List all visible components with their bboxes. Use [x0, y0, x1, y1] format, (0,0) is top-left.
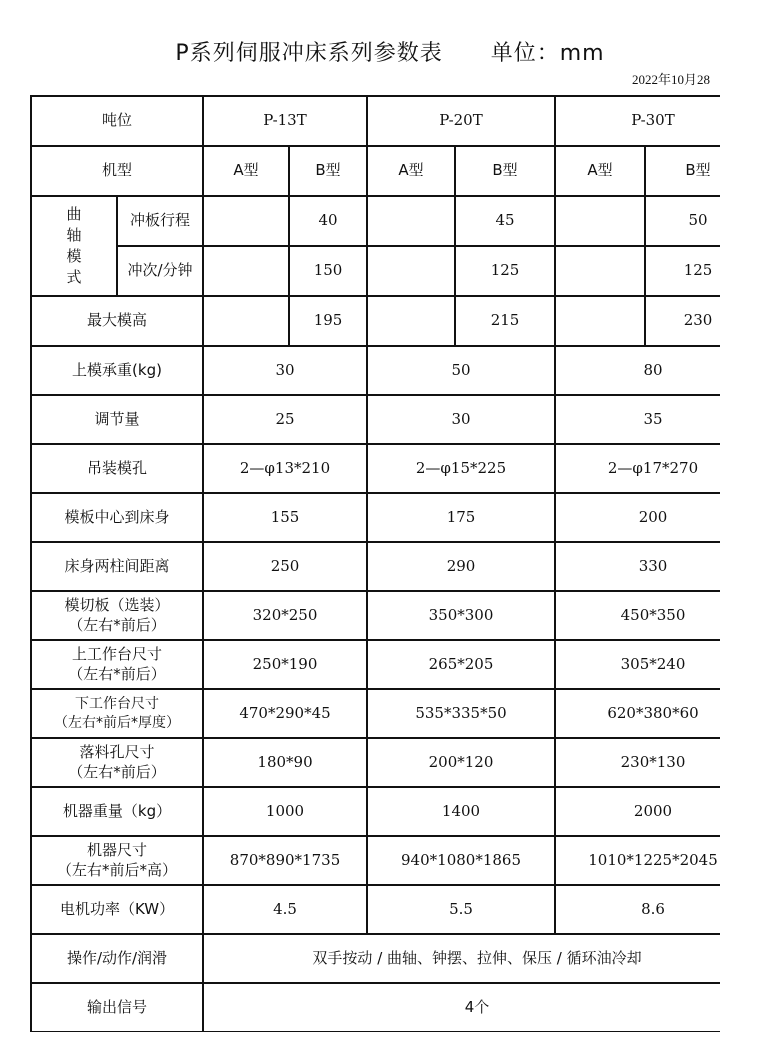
value-p13: 30: [203, 346, 367, 395]
row-sublabel: （左右*前后*厚度）: [54, 714, 180, 731]
label-max-die-height: 最大模高: [31, 296, 203, 346]
value-p13: 4.5: [203, 885, 367, 934]
empty-cell: [555, 296, 645, 346]
row-label-two-line: [31, 640, 203, 689]
row-label: 机器重量（kg）: [31, 787, 203, 836]
row-label-two-line: [31, 836, 203, 885]
label-tonnage: 吨位: [31, 96, 203, 146]
page-title: [0, 36, 780, 67]
model-type-cell: B型: [455, 146, 555, 196]
max-die-height-p30: 230: [645, 296, 720, 346]
value-p13: 870*890*1735: [203, 836, 367, 885]
crank-mode-text: 曲 轴 模 式: [66, 205, 82, 286]
value-p30: 450*350: [555, 591, 720, 640]
label-spm: 冲次/分钟: [117, 246, 203, 296]
row-operation: [31, 934, 720, 983]
table-row: [31, 836, 720, 885]
value-p30: 200: [555, 493, 720, 542]
value-p13: 180*90: [203, 738, 367, 787]
spm-p13: 150: [289, 246, 367, 296]
value-p20: 350*300: [367, 591, 555, 640]
row-label: 吊装模孔: [31, 444, 203, 493]
table-row: [31, 885, 720, 934]
value-p20: 1400: [367, 787, 555, 836]
value-p30: 2—φ17*270: [555, 444, 720, 493]
row-output: [31, 983, 720, 1032]
value-p20: 175: [367, 493, 555, 542]
empty-cell: [203, 296, 289, 346]
stroke-p13: 40: [289, 196, 367, 246]
output-value: 4个: [203, 983, 720, 1032]
stroke-p20: 45: [455, 196, 555, 246]
label-model: 机型: [31, 146, 203, 196]
model-type-cell: A型: [203, 146, 289, 196]
value-p13: 250*190: [203, 640, 367, 689]
row-label: 下工作台尺寸: [75, 696, 159, 713]
value-p30: 35: [555, 395, 720, 444]
row-label-two-line: [31, 738, 203, 787]
model-type-cell: A型: [555, 146, 645, 196]
value-p20: 535*335*50: [367, 689, 555, 738]
value-p13: 470*290*45: [203, 689, 367, 738]
value-p30: 330: [555, 542, 720, 591]
row-stroke: [31, 196, 720, 246]
row-sublabel: （左右*前后）: [68, 664, 166, 683]
value-p20: 200*120: [367, 738, 555, 787]
value-p13: 1000: [203, 787, 367, 836]
empty-cell: [203, 246, 289, 296]
value-p13: 250: [203, 542, 367, 591]
value-p30: 1010*1225*2045: [555, 836, 720, 885]
row-label-two-line: [31, 689, 203, 738]
document-date: 2022年10月28: [631, 72, 710, 87]
max-die-height-p20: 215: [455, 296, 555, 346]
value-p30: 620*380*60: [555, 689, 720, 738]
value-p20: 50: [367, 346, 555, 395]
value-p20: 290: [367, 542, 555, 591]
row-sublabel: （左右*前后）: [68, 615, 166, 634]
empty-cell: [203, 196, 289, 246]
empty-cell: [367, 246, 455, 296]
tonnage-p30: P-30T: [555, 96, 720, 146]
value-p20: 2—φ15*225: [367, 444, 555, 493]
row-label: 模切板（选装）: [64, 596, 170, 614]
table-row: [31, 346, 720, 395]
empty-cell: [555, 196, 645, 246]
spm-p20: 125: [455, 246, 555, 296]
value-p20: 5.5: [367, 885, 555, 934]
value-p20: 30: [367, 395, 555, 444]
label-operation: 操作/动作/润滑: [31, 934, 203, 983]
max-die-height-p13: 195: [289, 296, 367, 346]
row-label-two-line: [31, 591, 203, 640]
row-label: 模板中心到床身: [31, 493, 203, 542]
row-max-die-height: [31, 296, 720, 346]
row-label: 调节量: [31, 395, 203, 444]
model-type-cell: B型: [289, 146, 367, 196]
row-label: 上工作台尺寸: [72, 645, 163, 663]
unit-text: 单位：mm: [490, 41, 605, 66]
row-spm: [31, 246, 720, 296]
value-p30: 8.6: [555, 885, 720, 934]
row-tonnage: [31, 96, 720, 146]
row-label: 上模承重(kg): [31, 346, 203, 395]
tonnage-p13: P-13T: [203, 96, 367, 146]
table-row: [31, 787, 720, 836]
spec-table: [30, 95, 720, 1032]
table-row: [31, 444, 720, 493]
value-p13: 320*250: [203, 591, 367, 640]
table-row: [31, 493, 720, 542]
crank-mode-group-label: [31, 196, 117, 296]
title-text: P系列伺服冲床系列参数表: [175, 41, 443, 66]
table-row: [31, 689, 720, 738]
value-p20: 265*205: [367, 640, 555, 689]
table-row: [31, 395, 720, 444]
label-stroke: 冲板行程: [117, 196, 203, 246]
row-sublabel: （左右*前后）: [68, 762, 166, 781]
value-p13: 155: [203, 493, 367, 542]
spec-table-wrapper: [30, 95, 720, 1032]
empty-cell: [555, 246, 645, 296]
value-p30: 80: [555, 346, 720, 395]
row-label: 电机功率（KW）: [31, 885, 203, 934]
model-type-cell: A型: [367, 146, 455, 196]
stroke-p30: 50: [645, 196, 720, 246]
row-label: 机器尺寸: [87, 841, 148, 859]
row-label: 落料孔尺寸: [79, 743, 155, 761]
table-row: [31, 738, 720, 787]
value-p30: 305*240: [555, 640, 720, 689]
model-type-cell: B型: [645, 146, 720, 196]
value-p30: 2000: [555, 787, 720, 836]
empty-cell: [367, 296, 455, 346]
value-p30: 230*130: [555, 738, 720, 787]
row-model: [31, 146, 720, 196]
table-row: [31, 640, 720, 689]
value-p13: 2—φ13*210: [203, 444, 367, 493]
empty-cell: [367, 196, 455, 246]
value-p13: 25: [203, 395, 367, 444]
table-row: [31, 591, 720, 640]
label-output: 输出信号: [31, 983, 203, 1032]
table-row: [31, 542, 720, 591]
operation-value: 双手按动 / 曲轴、钟摆、拉伸、保压 / 循环油冷却: [203, 934, 720, 983]
tonnage-p20: P-20T: [367, 96, 555, 146]
row-sublabel: （左右*前后*高）: [57, 860, 178, 879]
value-p20: 940*1080*1865: [367, 836, 555, 885]
row-label: 床身两柱间距离: [31, 542, 203, 591]
spm-p30: 125: [645, 246, 720, 296]
